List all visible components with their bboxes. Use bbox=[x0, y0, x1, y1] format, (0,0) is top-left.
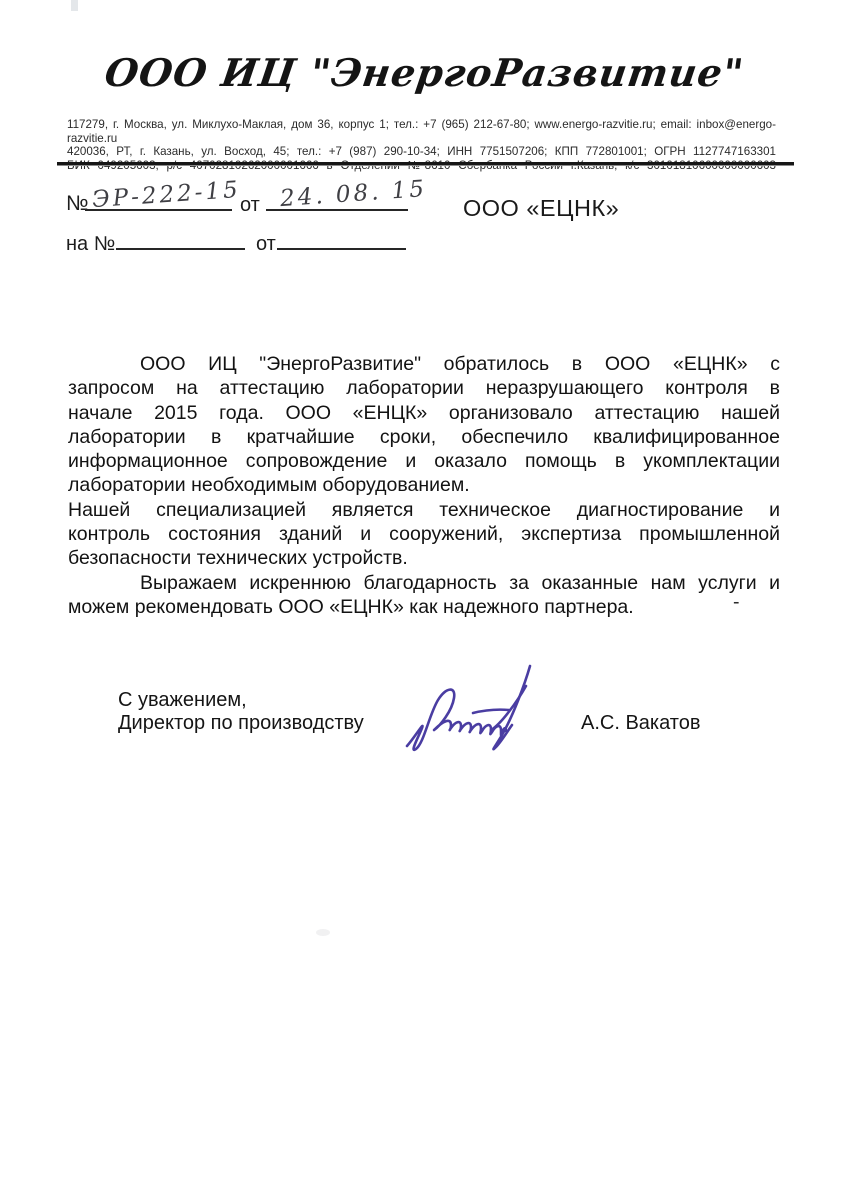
body-line: ООО ИЦ "ЭнергоРазвитие" обратилось в ООО «ЕЦНК» с bbox=[140, 353, 780, 375]
signature-stroke-main bbox=[407, 690, 506, 750]
body-line: запросом на аттестацию лаборатории неразрушающего контроля в bbox=[68, 377, 780, 400]
letterhead-divider-rule bbox=[57, 162, 794, 166]
reply-date-label: от bbox=[256, 233, 276, 255]
body-line: лаборатории в кратчайшие сроки, обеспечило квалифицированное bbox=[68, 425, 780, 448]
address-line-2: 420036, РТ, г. Казань, ул. Восход, 45; тел.: +7 (987) 290-10-34; ИНН 7751507206; КПП 772801001; ОГРН 1127747163301 bbox=[67, 145, 776, 159]
signature-job-title: Директор по производству bbox=[118, 712, 364, 734]
handwritten-signature-icon bbox=[393, 660, 573, 760]
body-line: контроль состояния зданий и сооружений, экспертиза промышленной bbox=[68, 523, 780, 546]
signature-person-name: А.С. Вакатов bbox=[581, 712, 701, 734]
body-line: Нашей специализацией является техническое диагностирование и bbox=[68, 498, 780, 521]
scan-speck-top bbox=[71, 0, 78, 11]
recipient-name: ООО «ЕЦНК» bbox=[463, 195, 620, 221]
reply-number-field-line bbox=[116, 230, 245, 250]
handwritten-number: ЭР-222-15 bbox=[91, 176, 242, 214]
company-logo-script: ООО ИЦ "ЭнергоРазвитие" bbox=[102, 50, 747, 95]
date-label: от bbox=[240, 194, 260, 216]
stray-dash-mark: - bbox=[733, 591, 740, 613]
signature-stroke-bar bbox=[473, 710, 509, 713]
body-line: можем рекомендовать ООО «ЕЦНК» как надежного партнера. bbox=[68, 595, 634, 618]
number-label: № bbox=[66, 192, 89, 215]
handwritten-date: 24. 08. 15 bbox=[279, 175, 428, 213]
reply-number-label: на № bbox=[66, 233, 116, 255]
address-line-1: 117279, г. Москва, ул. Миклухо-Маклая, дом 36, корпус 1; тел.: +7 (965) 212-67-80; www.energo-razvitie.ru; email: inbox@energo-razvitie.ru bbox=[67, 118, 776, 145]
body-line: информационное сопровождение и оказало помощь в укомплектации bbox=[68, 450, 780, 473]
signature-closing: С уважением, bbox=[118, 689, 247, 711]
body-line: Выражаем искреннюю благодарность за оказанные нам услуги и bbox=[140, 571, 780, 594]
reply-date-field-line bbox=[277, 230, 406, 250]
scan-speck-middle bbox=[316, 929, 330, 936]
body-line: начале 2015 года. ООО «ЕНЦК» организовало аттестацию нашей bbox=[68, 401, 780, 424]
body-text bbox=[68, 352, 780, 619]
body-line: безопасности технических устройств. bbox=[68, 547, 408, 570]
body-line: лаборатории необходимым оборудованием. bbox=[68, 474, 470, 497]
